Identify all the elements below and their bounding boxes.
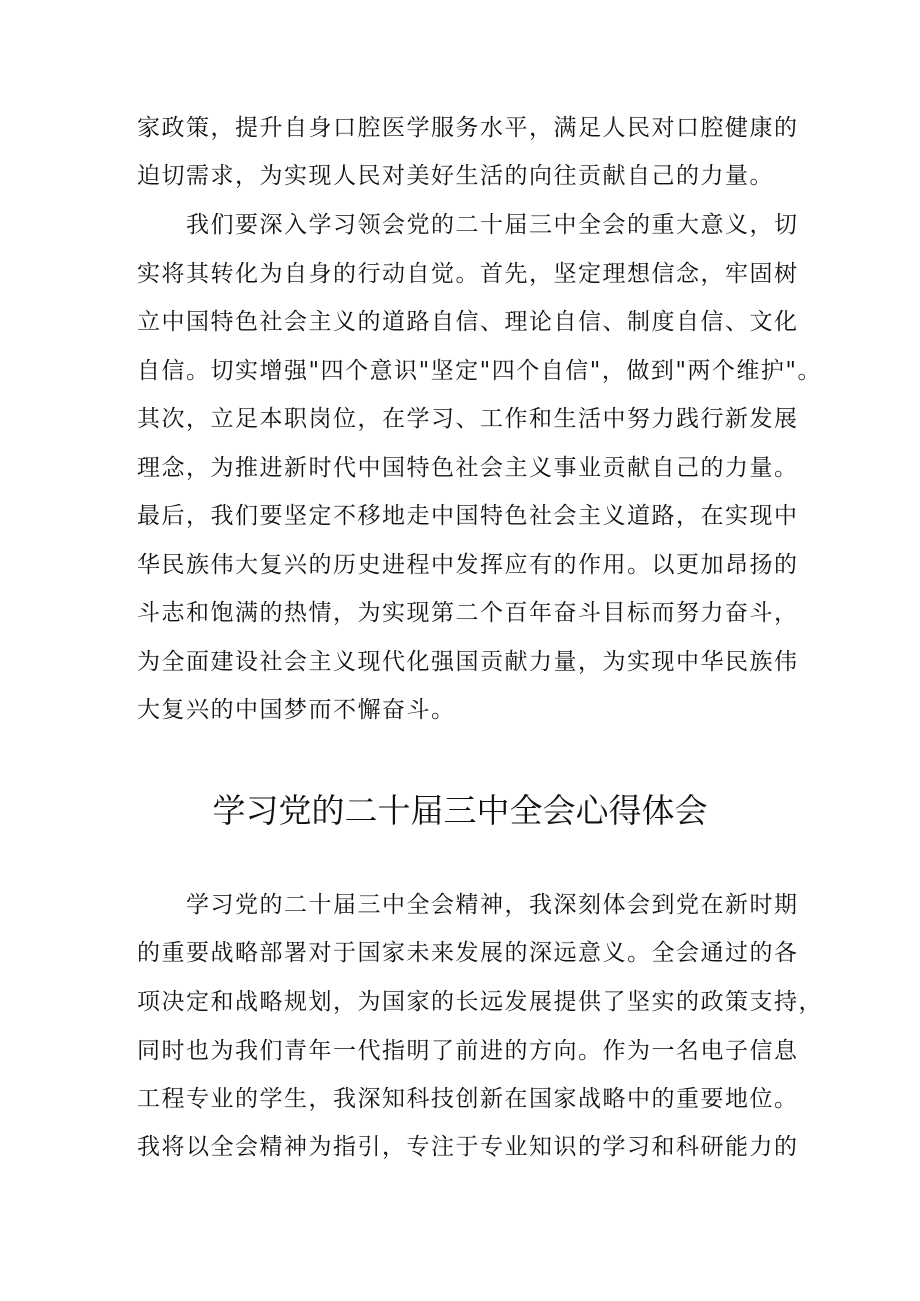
paragraph-line: 同时也为我们青年一代指明了前进的方向。作为一名电子信息 <box>137 1038 799 1064</box>
paragraph-line: 其次，立足本职岗位，在学习、工作和生活中努力践行新发展 <box>137 406 799 432</box>
paragraph-line: 工程专业的学生，我深知科技创新在国家战略中的重要地位。 <box>137 1086 799 1112</box>
paragraph-line: 理念，为推进新时代中国特色社会主义事业贡献自己的力量。 <box>137 455 799 481</box>
paragraph-line: 家政策，提升自身口腔医学服务水平，满足人民对口腔健康的 <box>137 115 799 141</box>
paragraph-line: 大复兴的中国梦而不懈奋斗。 <box>137 697 456 723</box>
paragraph-line: 立中国特色社会主义的道路自信、理论自信、制度自信、文化 <box>137 309 799 335</box>
paragraph-line: 的重要战略部署对于国家未来发展的深远意义。全会通过的各 <box>137 940 799 966</box>
paragraph-line: 自信。切实增强"四个意识"坚定"四个自信"，做到"两个维护"。 <box>137 358 822 384</box>
paragraph-line: 我们要深入学习领会党的二十届三中全会的重大意义，切 <box>186 212 799 238</box>
paragraph-line: 为全面建设社会主义现代化强国贡献力量，为实现中华民族伟 <box>137 649 799 675</box>
paragraph-line: 斗志和饱满的热情，为实现第二个百年奋斗目标而努力奋斗， <box>137 600 799 626</box>
paragraph-line: 迫切需求，为实现人民对美好生活的向往贡献自己的力量。 <box>137 163 774 189</box>
paragraph-line: 项决定和战略规划，为国家的长远发展提供了坚实的政策支持， <box>137 989 823 1015</box>
paragraph-line: 实将其转化为自身的行动自觉。首先，坚定理想信念，牢固树 <box>137 261 799 287</box>
paragraph-line: 学习党的二十届三中全会精神，我深刻体会到党在新时期 <box>186 892 799 918</box>
paragraph-line: 我将以全会精神为指引，专注于专业知识的学习和科研能力的 <box>137 1134 799 1160</box>
paragraph-line: 华民族伟大复兴的历史进程中发挥应有的作用。以更加昂扬的 <box>137 552 799 578</box>
paragraph-line: 最后，我们要坚定不移地走中国特色社会主义道路，在实现中 <box>137 503 799 529</box>
section-title: 学习党的二十届三中全会心得体会 <box>212 791 708 830</box>
